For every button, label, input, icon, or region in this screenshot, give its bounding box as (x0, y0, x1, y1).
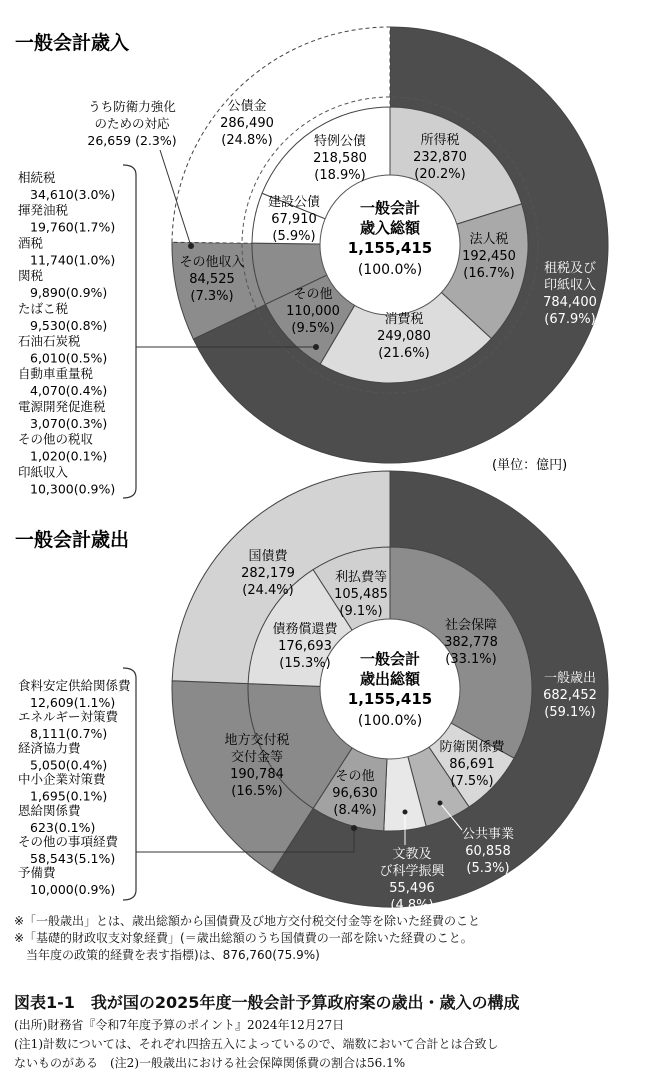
expenditure-breakdown-item-value: 623(0.1%) (30, 819, 96, 835)
expenditure-label-public-works-pct: (5.3%) (466, 861, 510, 876)
revenue-breakdown-item-value: 34,610(3.0%) (30, 187, 116, 202)
revenue-label-consumption-tax-value: 249,080 (377, 329, 431, 344)
revenue-breakdown-item-value: 6,010(0.5%) (30, 350, 108, 366)
expenditure-breakdown-item-value: 8,111(0.7%) (30, 726, 108, 742)
revenue-label-bonds-value: 286,490 (220, 116, 274, 131)
revenue-center-line1: 一般会計 (359, 199, 421, 217)
source-notes (14, 1016, 639, 1073)
revenue-label-corp-tax-pct: (16.7%) (463, 266, 515, 281)
revenue-label-income-tax-name: 所得税 (420, 133, 460, 148)
expenditure-breakdown-item-name: その他の事項経費 (18, 834, 119, 849)
revenue-label-other-income-value: 84,525 (189, 272, 235, 287)
source-line: ないものがある (注2)一般歳出における社会保障関係費の割合は56.1% (14, 1056, 406, 1070)
expenditure-label-local-value: 190,784 (230, 767, 284, 782)
expenditure-breakdown-item-name: 予備費 (18, 865, 56, 881)
revenue-breakdown-item-name: 相続税 (18, 170, 56, 185)
expenditure-label-education-name1: 文教及 (392, 847, 432, 862)
expenditure-label-defense-pct: (7.5%) (450, 774, 494, 789)
expenditure-other-breakdown (18, 678, 131, 897)
revenue-breakdown-item-value: 1,020(0.1%) (30, 448, 108, 464)
revenue-label-other-tax-name: その他 (293, 287, 333, 302)
revenue-breakdown-bracket (123, 165, 136, 498)
expenditure-label-interest-name: 利払費等 (334, 570, 388, 585)
expenditure-label-social-security-value: 382,778 (444, 635, 498, 650)
revenue-label-corp-tax-value: 192,450 (462, 249, 516, 264)
expenditure-public-works-dot (438, 801, 443, 806)
revenue-label-consumption-tax-pct: (21.6%) (378, 346, 430, 361)
revenue-other-tax-breakdown (18, 170, 115, 496)
note-line: 当年度の政策的経費を表す指標)は、876,760(75.9%) (14, 948, 320, 962)
revenue-breakdown-item-name: 石油石炭税 (18, 333, 81, 349)
revenue-breakdown-item-value: 9,530(0.8%) (30, 317, 108, 333)
expenditure-label-other-name: その他 (335, 769, 375, 784)
revenue-breakdown-item-name: 酒税 (18, 235, 44, 251)
notes (14, 913, 634, 964)
revenue-label-other-income-pct: (7.3%) (190, 289, 234, 304)
expenditure-label-education-value: 55,496 (389, 881, 435, 896)
expenditure-label-redemption-pct: (15.3%) (279, 656, 331, 671)
revenue-breakdown-item-value: 4,070(0.4%) (30, 383, 108, 399)
note-line: ※「基礎的財政収支対象経費」(＝歳出総額のうち国債費の一部を除いた経費のこと。 (14, 931, 473, 945)
source-line: (出所)財務省『令和7年度予算のポイント』2024年12月27日 (14, 1018, 345, 1032)
expenditure-breakdown-item-value: 5,050(0.4%) (30, 757, 108, 773)
revenue-breakdown-item-name: 印紙収入 (18, 464, 69, 480)
revenue-label-construction-bond-pct: (5.9%) (272, 229, 316, 244)
revenue-breakdown-item-name: たばこ税 (18, 300, 69, 316)
expenditure-chart (15, 471, 608, 913)
revenue-breakdown-leader-dot (313, 344, 319, 350)
revenue-label-construction-bond-name: 建設公債 (267, 195, 321, 210)
expenditure-label-general-name: 一般歳出 (543, 671, 597, 686)
revenue-chart (15, 27, 608, 498)
revenue-label-construction-bond-value: 67,910 (271, 212, 317, 227)
figure-caption: 図表1-1 我が国の2025年度一般会計予算政府案の歳出・歳入の構成 (14, 993, 520, 1012)
expenditure-breakdown-item-name: 恩給関係費 (18, 802, 81, 818)
expenditure-label-interest-pct: (9.1%) (339, 604, 383, 619)
revenue-label-special-bond-value: 218,580 (313, 151, 367, 166)
revenue-breakdown-item-value: 19,760(1.7%) (30, 219, 116, 235)
expenditure-title: 一般会計歳出 (15, 529, 130, 551)
expenditure-label-social-security-name: 社会保障 (444, 618, 498, 633)
expenditure-label-public-works-value: 60,858 (465, 844, 511, 859)
revenue-label-corp-tax-name: 法人税 (469, 232, 509, 247)
expenditure-breakdown-leader-dot (351, 825, 357, 831)
expenditure-label-local-name1: 地方交付税 (224, 733, 290, 748)
expenditure-center-line3: 1,155,415 (347, 690, 433, 708)
revenue-label-tax-name2: 印紙収入 (543, 278, 597, 293)
expenditure-breakdown-item-value: 58,543(5.1%) (30, 851, 116, 866)
revenue-breakdown-item-name: 関税 (18, 268, 44, 284)
revenue-center-line2: 歳入総額 (359, 219, 421, 237)
revenue-breakdown-item-value: 11,740(1.0%) (30, 252, 116, 268)
expenditure-label-education-name2: び科学振興 (379, 864, 445, 879)
expenditure-breakdown-item-name: エネルギー対策費 (18, 709, 119, 725)
revenue-breakdown-item-name: その他の税収 (18, 431, 94, 447)
revenue-center-line3: 1,155,415 (347, 239, 433, 257)
revenue-label-other-income-name: その他収入 (179, 255, 245, 270)
revenue-breakdown-item-name: 揮発油税 (18, 202, 69, 218)
revenue-defense-leader-dot (188, 243, 194, 249)
revenue-label-tax-pct: (67.9%) (544, 312, 596, 327)
expenditure-label-local-name2: 交付金等 (230, 750, 284, 765)
revenue-label-special-bond-pct: (18.9%) (314, 168, 366, 183)
expenditure-breakdown-item-name: 経済協力費 (18, 740, 81, 756)
revenue-label-other-tax-value: 110,000 (286, 304, 340, 319)
expenditure-label-redemption-name: 債務償還費 (272, 622, 338, 637)
revenue-breakdown-item-value: 9,890(0.9%) (30, 285, 108, 301)
revenue-breakdown-item-value: 10,300(0.9%) (30, 481, 116, 497)
expenditure-label-redemption-value: 176,693 (278, 639, 332, 654)
revenue-center-line4: (100.0%) (357, 262, 423, 278)
expenditure-label-other-value: 96,630 (332, 786, 378, 801)
expenditure-breakdown-item-value: 12,609(1.1%) (30, 695, 116, 710)
expenditure-breakdown-item-name: 食料安定供給関係費 (18, 678, 131, 693)
expenditure-label-defense-name: 防衛関係費 (439, 740, 505, 755)
revenue-breakdown-item-name: 電源開発促進税 (18, 398, 106, 414)
expenditure-center-line1: 一般会計 (359, 650, 421, 668)
unit-label: (単位：億円) (492, 458, 568, 473)
expenditure-label-public-works-name: 公共事業 (461, 827, 515, 842)
expenditure-breakdown-item-name: 中小企業対策費 (18, 771, 106, 787)
expenditure-center-disc (320, 619, 460, 759)
revenue-breakdown-item-value: 3,070(0.3%) (30, 415, 108, 431)
revenue-label-bonds-pct: (24.8%) (221, 133, 273, 148)
expenditure-breakdown-bracket (123, 668, 136, 900)
revenue-title: 一般会計歳入 (15, 32, 130, 54)
source-line: (注1)計数については、それぞれ四捨五入によっているので、端数において合計とは合致し (14, 1037, 499, 1051)
expenditure-center-line4: (100.0%) (357, 713, 423, 729)
expenditure-breakdown-item-value: 1,695(0.1%) (30, 788, 108, 804)
note-line: ※「一般歳出」とは、歳出総額から国債費及び地方交付税交付金等を除いた経費のこと (14, 914, 481, 928)
revenue-label-consumption-tax-name: 消費税 (384, 312, 424, 327)
expenditure-center-line2: 歳出総額 (359, 670, 421, 688)
revenue-label-bonds-name: 公債金 (227, 99, 267, 114)
expenditure-label-other-pct: (8.4%) (333, 803, 377, 818)
revenue-label-other-tax-pct: (9.5%) (291, 321, 335, 336)
expenditure-education-dot (403, 810, 408, 815)
expenditure-breakdown-item-value: 10,000(0.9%) (30, 882, 116, 898)
expenditure-label-debt-pct: (24.4%) (242, 583, 294, 598)
expenditure-label-general-value: 682,452 (543, 688, 597, 703)
expenditure-label-debt-name: 国債費 (248, 549, 288, 564)
expenditure-label-interest-value: 105,485 (334, 587, 388, 602)
revenue-label-tax-value: 784,400 (543, 295, 597, 310)
expenditure-label-social-security-pct: (33.1%) (445, 652, 497, 667)
revenue-defense-note-value: 26,659 (2.3%) (87, 133, 177, 148)
expenditure-label-education-pct: (4.8%) (390, 898, 434, 913)
expenditure-label-general-pct: (59.1%) (544, 705, 596, 720)
revenue-label-tax-name1: 租税及び (543, 261, 597, 276)
revenue-defense-note-line2: のための対応 (94, 116, 170, 131)
revenue-breakdown-item-name: 自動車重量税 (18, 366, 94, 382)
expenditure-label-defense-value: 86,691 (449, 757, 495, 772)
expenditure-label-debt-value: 282,179 (241, 566, 295, 581)
revenue-label-special-bond-name: 特例公債 (313, 134, 367, 149)
revenue-label-income-tax-pct: (20.2%) (414, 167, 466, 182)
revenue-label-income-tax-value: 232,870 (413, 150, 467, 165)
expenditure-label-local-pct: (16.5%) (231, 784, 283, 799)
revenue-defense-note-line1: うち防衛力強化 (88, 99, 176, 114)
